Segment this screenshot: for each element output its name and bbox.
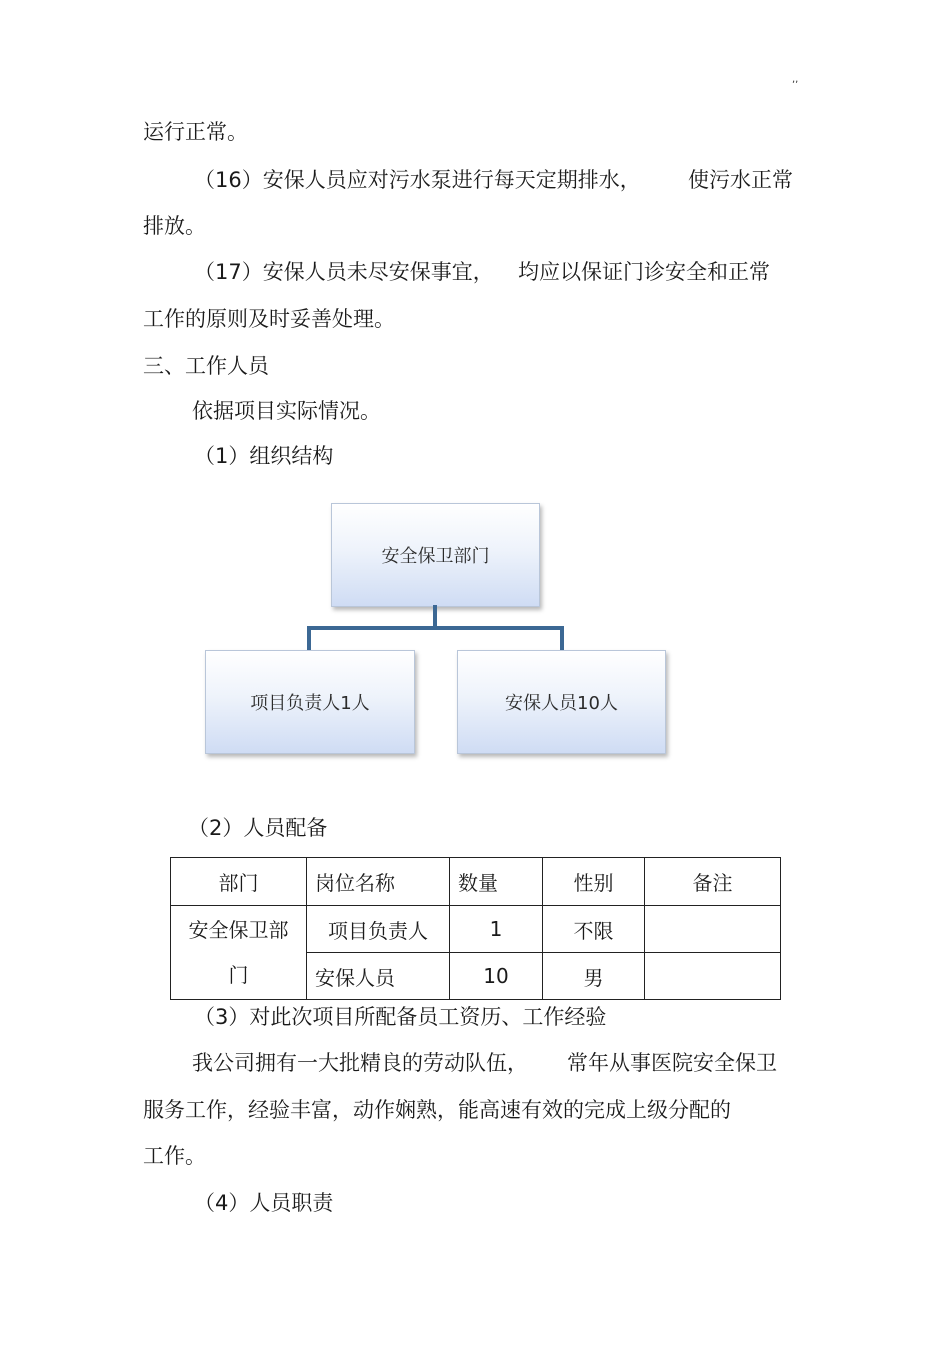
subheading-responsibilities: （4）人员职责 — [194, 1191, 334, 1215]
org-child-box: 安保人员10人 — [457, 650, 666, 754]
subheading-org-structure: （1）组织结构 — [194, 444, 334, 468]
subheading-staffing: （2）人员配备 — [188, 816, 328, 840]
paragraph-line: 服务工作，经验丰富，动作娴熟，能高速有效的完成上级分配的 — [143, 1098, 731, 1122]
org-child-box: 项目负责人1人 — [205, 650, 415, 754]
table-header-cell: 部门 — [171, 858, 307, 906]
item-17-text: （17）安保人员未尽安保事宜， — [194, 260, 494, 284]
paragraph-line: 依据项目实际情况。 — [192, 399, 381, 423]
paragraph-line: 工作。 — [143, 1144, 206, 1168]
table-cell-note — [645, 953, 781, 1000]
table-header-row — [171, 858, 781, 906]
org-connector-vertical — [433, 605, 437, 628]
table-cell-position: 项目负责人 — [307, 906, 450, 953]
table-cell-position: 安保人员 — [307, 953, 450, 1000]
item-16-text: （16）安保人员应对污水泵进行每天定期排水， — [194, 168, 641, 192]
staffing-table — [170, 857, 781, 1000]
table-row — [171, 906, 781, 953]
table-header-cell: 性别 — [543, 858, 645, 906]
item-16-text-end: 排放。 — [143, 214, 206, 238]
page-mark: ,, — [792, 74, 799, 85]
table-header-cell: 数量 — [450, 858, 543, 906]
table-header-cell: 备注 — [645, 858, 781, 906]
table-cell-count: 1 — [450, 906, 543, 953]
section-heading: 三、工作人员 — [143, 354, 269, 378]
paragraph-line: 运行正常。 — [143, 120, 248, 144]
department-line: 门 — [228, 962, 249, 987]
org-connector-left — [307, 626, 311, 651]
table-cell-note — [645, 906, 781, 953]
item-17-text-end: 工作的原则及时妥善处理。 — [143, 307, 395, 331]
item-17-text-cont: 均应以保证门诊安全和正常 — [518, 260, 770, 284]
paragraph-line: 我公司拥有一大批精良的劳动队伍， — [192, 1051, 528, 1075]
table-header-cell: 岗位名称 — [307, 858, 450, 906]
org-root-box: 安全保卫部门 — [331, 503, 540, 607]
table-cell-count: 10 — [450, 953, 543, 1000]
table-cell-gender: 不限 — [543, 906, 645, 953]
item-16-text-cont: 使污水正常 — [688, 168, 793, 192]
table-cell-department — [171, 906, 307, 1000]
org-connector-horizontal — [307, 626, 564, 630]
department-line: 安全保卫部 — [188, 917, 289, 942]
paragraph-line-cont: 常年从事医院安全保卫 — [567, 1051, 777, 1075]
subheading-experience: （3）对此次项目所配备员工资历、工作经验 — [194, 1005, 607, 1029]
table-cell-gender: 男 — [543, 953, 645, 1000]
org-connector-right — [560, 626, 564, 651]
